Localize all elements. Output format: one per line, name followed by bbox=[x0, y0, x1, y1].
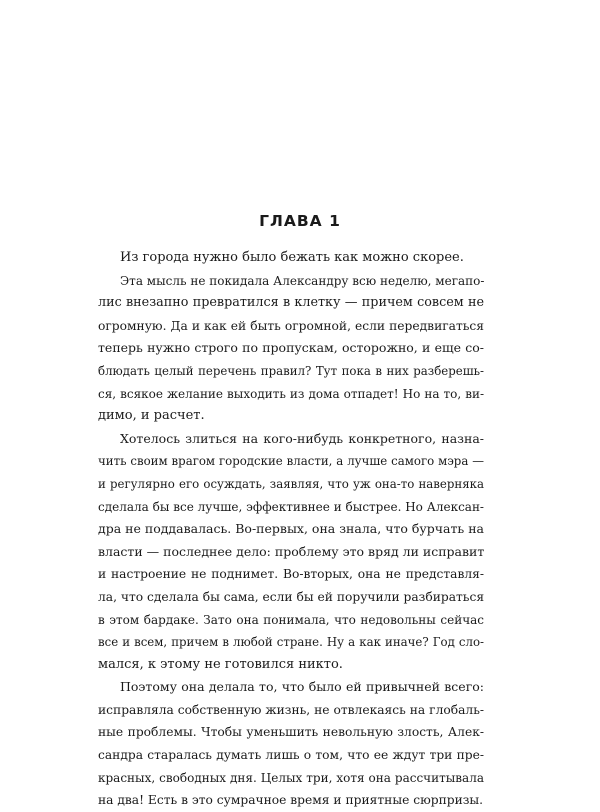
text-line: Эта мысль не покидала Александру всю неделю, мегапо- bbox=[120, 273, 484, 288]
text-line: Из города нужно было бежать как можно скорее. bbox=[120, 250, 464, 265]
text-line: сандра старалась думать лишь о том, что ее ждут три пре- bbox=[98, 748, 484, 763]
text-line: в этом бардаке. Зато она понимала, что недовольны сейчас bbox=[98, 612, 484, 627]
text-line: димо, и расчет. bbox=[98, 408, 205, 424]
text-line: власти — последнее дело: проблему это вряд ли исправит bbox=[98, 543, 484, 559]
text-line: блюдать целый перечень правил? Тут пока в них разберешь- bbox=[98, 363, 484, 378]
text-line: и настроение не поднимет. Во-вторых, она не представля- bbox=[98, 567, 484, 582]
text-line: красных, свободных дня. Целых три, хотя она рассчитывала bbox=[98, 770, 484, 785]
text-line: и регулярно его осуждать, заявляя, что уж она-то наверняка bbox=[98, 476, 484, 491]
text-line: Поэтому она делала то, что было ей привычней всего: bbox=[120, 679, 484, 695]
text-line: ся, всякое желание выходить из дома отпадет! Но на то, ви- bbox=[98, 386, 484, 401]
text-line: теперь нужно строго по пропускам, осторожно, и еще со- bbox=[98, 340, 484, 356]
text-line: Хотелось злиться на кого-нибудь конкретного, назна- bbox=[120, 430, 484, 446]
text-line: лис внезапно превратился в клетку — причем совсем не bbox=[98, 295, 484, 311]
text-line: ла, что сделала бы сама, если бы ей поручили разбираться bbox=[98, 589, 484, 604]
text-line: огромную. Да и как ей быть огромной, если передвигаться bbox=[98, 318, 484, 333]
text-line: дра не поддавалась. Во-первых, она знала, что бурчать на bbox=[98, 521, 484, 537]
text-line: мался, к этому не готовился никто. bbox=[98, 656, 343, 672]
text-line: ные проблемы. Чтобы уменьшить невольную злость, Алек- bbox=[98, 725, 484, 740]
chapter-text bbox=[98, 247, 484, 812]
text-line: все и всем, причем в любой стране. Ну а как иначе? Год сло- bbox=[98, 635, 484, 650]
text-line: сделала бы все лучше, эффективнее и быстрее. Но Алексан- bbox=[98, 499, 484, 514]
chapter-title: ГЛАВА 1 bbox=[259, 212, 341, 230]
text-line: исправляла собственную жизнь, не отвлекаясь на глобаль- bbox=[98, 702, 484, 717]
text-line: чить своим врагом городские власти, а лучше самого мэра — bbox=[98, 454, 484, 469]
text-line: на два! Есть в это сумрачное время и приятные сюрпризы. bbox=[98, 793, 484, 808]
